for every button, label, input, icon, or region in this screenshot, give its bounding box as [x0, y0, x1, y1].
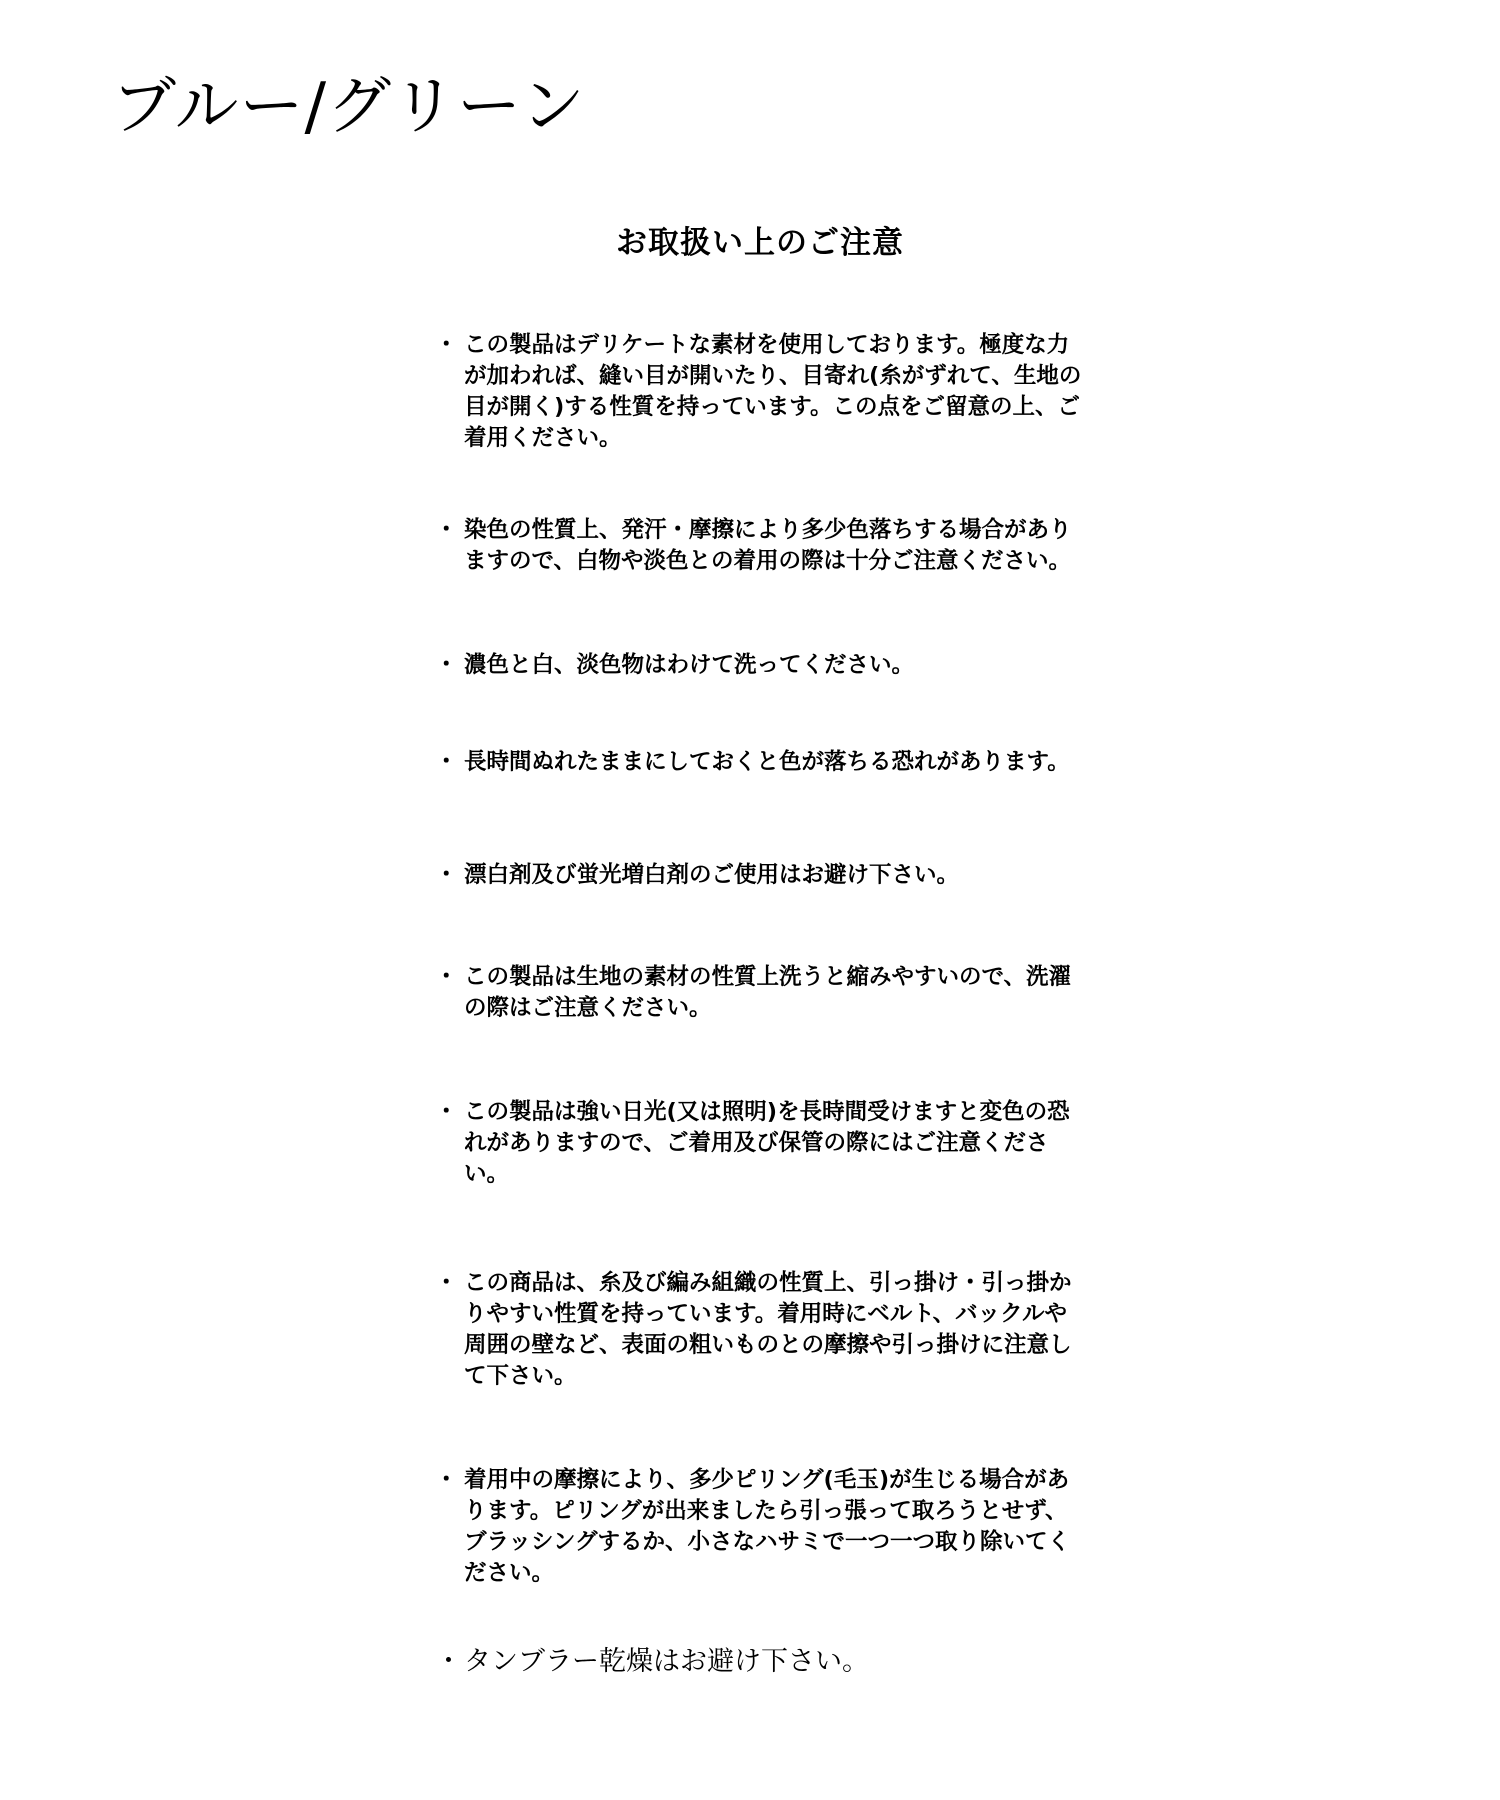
bullet: ・ [435, 749, 458, 775]
bullet: ・ [435, 964, 458, 990]
care-item-text: この製品は強い日光(又は照明)を長時間受けますと変色の恐れがありますので、ご着用及び保管の際にはご注意ください。 [464, 1099, 1070, 1187]
bullet: ・ [435, 1099, 458, 1125]
color-variant-label: ブルー/グリーン [112, 70, 586, 144]
care-item [435, 330, 1085, 454]
care-item [435, 1268, 1085, 1392]
bullet: ・ [435, 652, 458, 678]
care-item-text: タンブラー乾燥はお避け下さい。 [464, 1646, 869, 1677]
care-instructions-title: お取扱い上のご注意 [616, 225, 904, 261]
care-item-text: 着用中の摩擦により、多少ピリング(毛玉)が生じる場合があります。ピリングが出来ましたら引っ張って取ろうとせず、ブラッシングするか、小さなハサミで一つ一つ取り除いてください。 [464, 1467, 1071, 1586]
care-item-text: この製品はデリケートな素材を使用しております。極度な力が加われば、縫い目が開いたり、目寄れ(糸がずれて、生地の目が開く)する性質を持っています。この点をご留意の上、ご着用ください。 [464, 332, 1082, 451]
care-item-text: 漂白剤及び蛍光増白剤のご使用はお避け下さい。 [464, 862, 960, 888]
care-item [435, 1465, 1085, 1589]
care-item [435, 860, 1085, 891]
care-item-text: この製品は生地の素材の性質上洗うと縮みやすいので、洗濯の際はご注意ください。 [464, 964, 1072, 1021]
bullet: ・ [435, 862, 458, 888]
care-item-text: 濃色と白、淡色物はわけて洗ってください。 [464, 652, 915, 678]
care-item [435, 515, 1085, 577]
care-item [435, 650, 1085, 681]
bullet: ・ [435, 1467, 458, 1493]
bullet: ・ [435, 1646, 462, 1677]
care-item-text: 染色の性質上、発汗・摩擦により多少色落ちする場合がありますので、白物や淡色との着用の際は十分ご注意ください。 [464, 517, 1072, 574]
care-item-text: この商品は、糸及び編み組織の性質上、引っ掛け・引っ掛かりやすい性質を持っています。着用時にベルト、バックルや周囲の壁など、表面の粗いものとの摩擦や引っ掛けに注意して下さい。 [464, 1270, 1072, 1389]
care-instructions [435, 225, 1085, 1677]
care-item [435, 1645, 1085, 1679]
bullet: ・ [435, 517, 458, 543]
care-item-text: 長時間ぬれたままにしておくと色が落ちる恐れがあります。 [464, 749, 1070, 775]
care-item [435, 962, 1085, 1024]
care-item [435, 1097, 1085, 1190]
care-item [435, 747, 1085, 778]
bullet: ・ [435, 1270, 458, 1296]
bullet: ・ [435, 332, 458, 358]
